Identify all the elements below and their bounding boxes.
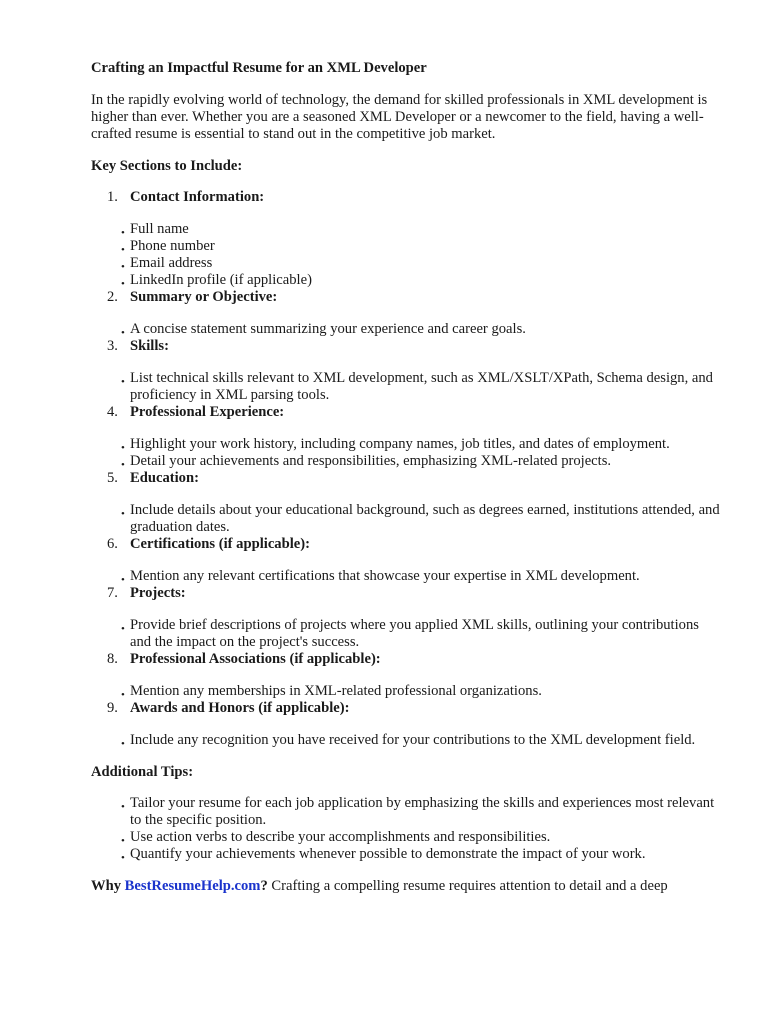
section-item [91, 585, 721, 602]
bullet-item [121, 502, 721, 536]
bullet-text: Phone number [130, 238, 215, 254]
section-bullet-list [91, 370, 721, 404]
bullet-dot-icon: • [121, 442, 125, 454]
section-number: 6. [107, 536, 118, 552]
tip-item [121, 829, 721, 847]
section-number: 7. [107, 585, 118, 601]
bullet-item [121, 321, 721, 339]
bullet-dot-icon: • [121, 689, 125, 701]
section-bullets-wrapper [91, 502, 721, 536]
section-item [91, 189, 721, 206]
section-number: 8. [107, 651, 118, 667]
bullet-text: Detail your achievements and responsibilities, emphasizing XML-related projects. [130, 453, 612, 469]
section-number: 1. [107, 189, 118, 205]
closing-why: Why [91, 878, 122, 894]
section-bullets-wrapper [91, 436, 721, 470]
bullet-text: Full name [130, 221, 189, 237]
tip-text: Tailor your resume for each job application by emphasizing the skills and experiences most relevant to the specific position. [130, 795, 715, 828]
section-item [91, 700, 721, 717]
tip-item [121, 795, 721, 829]
bullet-dot-icon: • [121, 508, 125, 520]
bullet-item [121, 732, 721, 750]
best-resume-help-link[interactable]: BestResumeHelp.com [124, 878, 261, 894]
bullet-text: List technical skills relevant to XML development, such as XML/XSLT/XPath, Schema design, and proficiency in XML parsing tools. [130, 370, 713, 403]
key-sections-heading: Key Sections to Include: [91, 158, 243, 174]
bullet-text: Mention any relevant certifications that showcase your expertise in XML development. [130, 568, 640, 584]
bullet-dot-icon: • [121, 852, 125, 864]
section-bullet-list [91, 617, 721, 651]
tip-text: Quantify your achievements whenever possible to demonstrate the impact of your work. [130, 846, 646, 862]
bullet-dot-icon: • [121, 459, 125, 471]
bullet-dot-icon: • [121, 623, 125, 635]
section-title: Education: [130, 470, 199, 486]
bullet-dot-icon: • [121, 278, 125, 290]
closing-text: Crafting a compelling resume requires attention to detail and a deep [271, 878, 668, 894]
bullet-text: Include details about your educational background, such as degrees earned, institutions attended, and graduation dates. [130, 502, 720, 535]
bullet-dot-icon: • [121, 327, 125, 339]
section-number: 3. [107, 338, 118, 354]
section-bullets-wrapper [91, 732, 721, 749]
additional-tips-heading: Additional Tips: [91, 764, 194, 780]
section-number: 4. [107, 404, 118, 420]
tip-text: Use action verbs to describe your accomplishments and responsibilities. [130, 829, 551, 845]
closing-paragraph [91, 878, 721, 895]
bullet-dot-icon: • [121, 261, 125, 273]
bullet-item [121, 221, 721, 239]
bullet-item [121, 617, 721, 651]
bullet-text: Provide brief descriptions of projects where you applied XML skills, outlining your contributions and the impact on the project's success. [130, 617, 699, 650]
section-bullets-wrapper [91, 683, 721, 700]
section-bullet-list [91, 436, 721, 470]
bullet-text: A concise statement summarizing your experience and career goals. [130, 321, 526, 337]
section-title: Professional Associations (if applicable): [130, 651, 381, 667]
document-page [91, 60, 721, 895]
section-bullet-list [91, 683, 721, 700]
bullet-item [121, 683, 721, 701]
bullet-item [121, 272, 721, 290]
section-title: Awards and Honors (if applicable): [130, 700, 350, 716]
section-bullet-list [91, 568, 721, 585]
bullet-dot-icon: • [121, 738, 125, 750]
section-bullet-list [91, 732, 721, 749]
section-item [91, 289, 721, 306]
section-number: 9. [107, 700, 118, 716]
bullet-text: Highlight your work history, including company names, job titles, and dates of employment. [130, 436, 670, 452]
section-title: Professional Experience: [130, 404, 285, 420]
bullet-text: LinkedIn profile (if applicable) [130, 272, 312, 288]
bullet-item [121, 370, 721, 404]
section-bullets-wrapper [91, 568, 721, 585]
additional-tips-list [91, 795, 721, 863]
key-sections-list [91, 189, 721, 749]
bullet-dot-icon: • [121, 227, 125, 239]
bullet-dot-icon: • [121, 801, 125, 813]
bullet-item [121, 436, 721, 454]
bullet-item [121, 238, 721, 256]
intro-paragraph: In the rapidly evolving world of technology, the demand for skilled professionals in XML development is higher than ever. Whether you are a seasoned XML Developer or a newcomer to the field, having a well-crafted resume is essential to stand out in the competitive job market. [91, 92, 708, 142]
section-item [91, 651, 721, 668]
bullet-dot-icon: • [121, 244, 125, 256]
bullet-item [121, 453, 721, 471]
section-number: 5. [107, 470, 118, 486]
section-bullets-wrapper [91, 617, 721, 651]
section-title: Projects: [130, 585, 186, 601]
bullet-item [121, 255, 721, 273]
bullet-dot-icon: • [121, 376, 125, 388]
section-number: 2. [107, 289, 118, 305]
document-title: Crafting an Impactful Resume for an XML Developer [91, 60, 427, 76]
section-bullet-list [91, 321, 721, 338]
bullet-dot-icon: • [121, 835, 125, 847]
section-bullets-wrapper [91, 321, 721, 338]
bullet-text: Include any recognition you have received for your contributions to the XML development field. [130, 732, 696, 748]
section-item [91, 536, 721, 553]
section-item [91, 404, 721, 421]
bullet-text: Email address [130, 255, 213, 271]
closing-question-mark: ? [260, 878, 268, 894]
section-bullets-wrapper [91, 221, 721, 289]
bullet-text: Mention any memberships in XML-related professional organizations. [130, 683, 542, 699]
section-item [91, 470, 721, 487]
bullet-dot-icon: • [121, 574, 125, 586]
section-bullet-list [91, 221, 721, 289]
section-title: Skills: [130, 338, 169, 354]
section-bullets-wrapper [91, 370, 721, 404]
section-title: Certifications (if applicable): [130, 536, 310, 552]
section-bullet-list [91, 502, 721, 536]
section-title: Summary or Objective: [130, 289, 278, 305]
bullet-item [121, 568, 721, 586]
section-item [91, 338, 721, 355]
tip-item [121, 846, 721, 864]
section-title: Contact Information: [130, 189, 265, 205]
